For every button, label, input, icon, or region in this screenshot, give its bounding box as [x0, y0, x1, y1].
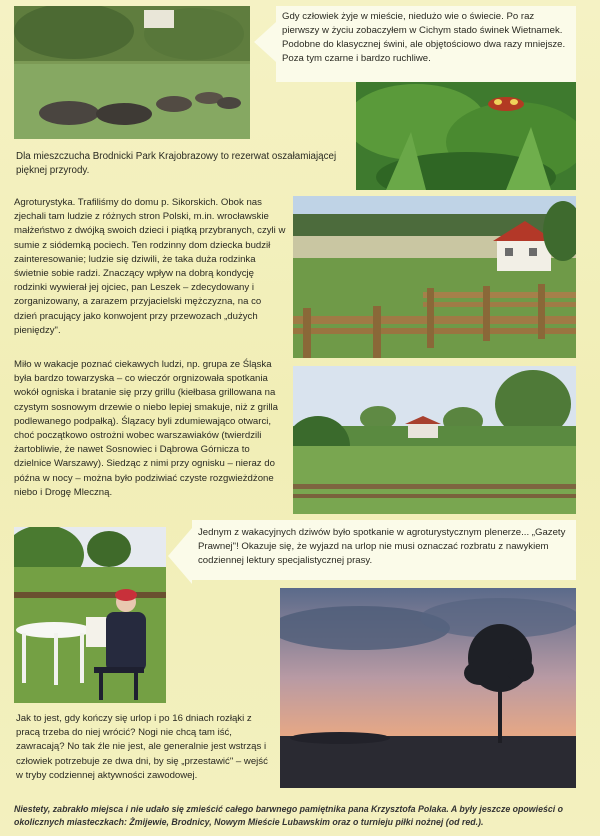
pointer-arrow — [254, 22, 276, 62]
photo-sunset — [280, 588, 576, 788]
agro-paragraph: Agroturystyka. Trafiliśmy do domu p. Sikorskich. Obok nas zjechali tam ludzie z różnych stron Polski, m.in. wrocławskie małżeństwo z dwójką swoich dzieci i piątką przybranych, czyli w sumie z siódemką pociech. Ten rodzinny dom dziecka budził zainteresowanie; ludzie się dziwili, że taka duża rodzinka świetnie sobie radzi. Znaczący wpływ na dobrą kondycję rodzinki wywierał jej ojciec, pan Leszek – zdecydowany i zorganizowany, a zarazem przyjacielski mężczyzna, na co dzień pracujący jako konwojent przy przewozach „dużych pieniędzy". — [14, 197, 286, 336]
photo-pigs — [14, 6, 250, 139]
photo-landscape — [293, 366, 576, 514]
photo-farmhouse — [293, 196, 576, 358]
intro-text: Gdy człowiek żyje w mieście, niedużo wie o świecie. Po raz pierwszy w życiu zobaczyłem w Cichym stado świnek Wietnamek. Podobne do klasycznej świni, ale objętościowo dwa razy mniejsze. Poza tym czarne i bardzo ruchliwe. — [276, 6, 576, 82]
ending-text: Jak to jest, gdy kończy się urlop i po 16 dniach rozłąki z pracą trzeba do niej wrócić? Nogi nie chcą tam iść, zawracają? No tak źle nie jest, ale generalnie jest wstrząs i człowiek potrzebuje ze dwa dni, by się „przestawić" – wejść w tryby codziennej aktywności zawodowej. — [16, 713, 268, 781]
photo-butterfly — [356, 82, 576, 190]
newspaper-text: Jednym z wakacyjnych dziwów było spotkanie w agroturystycznym plenerze... „Gazety Prawnej"! Okazuje się, że wyjazd na urlop nie musi oznaczać rozbratu z nawykiem codziennej lektury specjalistycznej prasy. — [192, 520, 576, 580]
photo-reader — [14, 527, 166, 703]
footer-note: Niestety, zabrakło miejsca i nie udało się zmieścić całego barwnego pamiętnika pana Krzysztofa Polaka. A były jeszcze opowieści o okolicznych miasteczkach: Żmijewie, Brodnicy, Nowym Mieście Lubawskim oraz o turnieju piłki nożnej (od red.). — [14, 804, 564, 828]
pointer-arrow — [168, 528, 192, 584]
people-paragraph: Miło w wakacje poznać ciekawych ludzi, np. grupa ze Śląska była bardzo towarzyska – co wieczór orgnizowała spotkania wokół ogniska i bratanie się przy grillu (kiełbasa grillowana na czystym sosnowym drzewie o niebo lepiej smakuje, niż z grilla podlewanego podpałką). Ślązacy byli zdumiewająco otwarci, choć początkowo ostrożni wobec warszawiaków (twierdzili żartobliwie, że nawet Sosnowiec i Dąbrowa Górnicza to dzielnice Warszawy). Siedząc z nimi przy ognisku – nieraz do późna w nocy – można było podziwiać czyste rozgwieżdżone niebo i Drogę Mleczną. — [14, 359, 278, 498]
park-caption: Dla mieszczucha Brodnicki Park Krajobrazowy to rezerwat oszałamiającej pięknej przyrody. — [16, 151, 337, 177]
